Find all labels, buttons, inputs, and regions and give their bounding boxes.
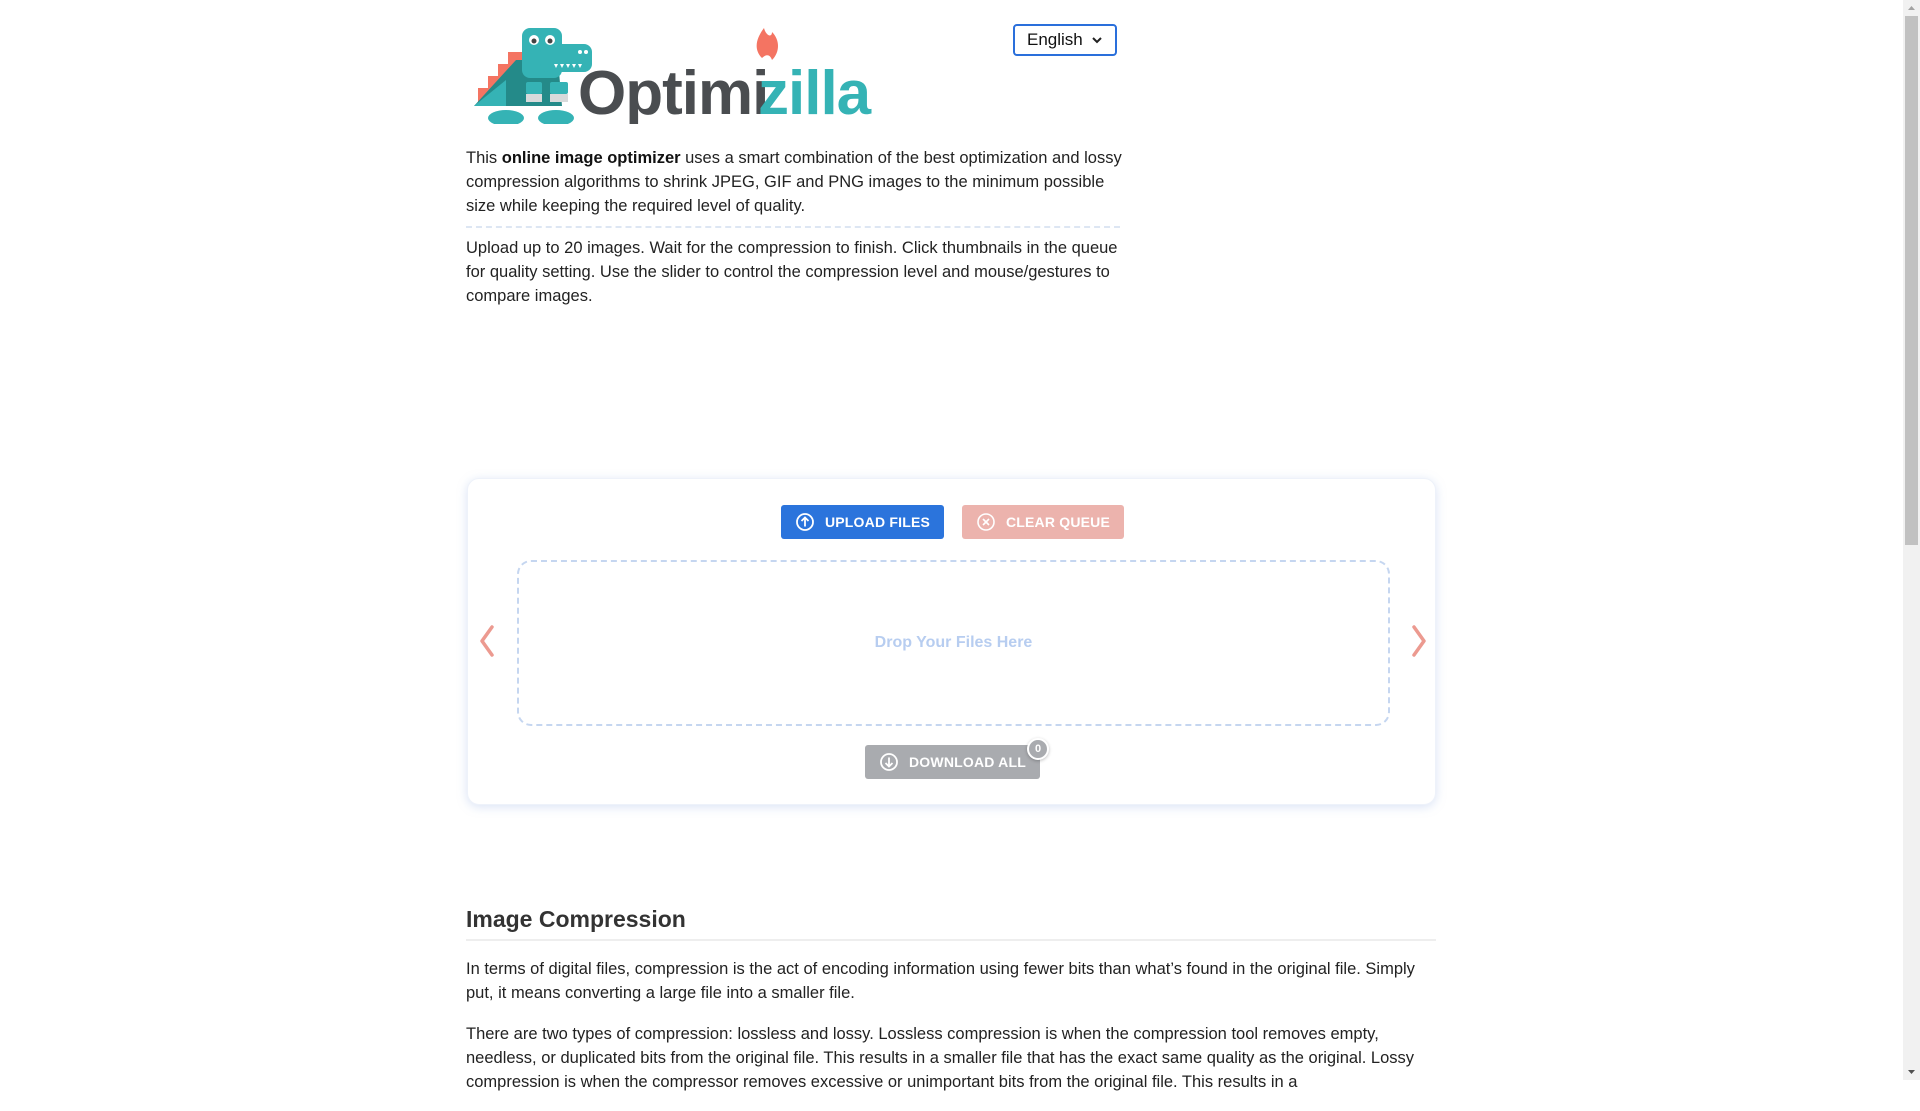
scroll-down-arrow-icon[interactable] bbox=[1903, 1064, 1920, 1080]
chevron-right-icon[interactable] bbox=[1409, 621, 1429, 661]
intro-divider bbox=[466, 226, 1120, 228]
instructions-text: Upload up to 20 images. Wait for the compression to finish. Click thumbnails in the queue for quality setting. Use the slider to control the compression level and mouse/gestures to compare images. bbox=[466, 239, 1118, 305]
section-divider bbox=[466, 939, 1436, 941]
optimizilla-logo[interactable] bbox=[466, 22, 890, 124]
section-paragraph: In terms of digital files, compression is the act of encoding information using fewer bits than what’s found in the original file. Simply put, it means converting a large file into a smaller file. bbox=[466, 960, 1415, 1002]
arrow-down-circle-icon bbox=[879, 752, 899, 772]
clear-queue-label: CLEAR QUEUE bbox=[1005, 514, 1111, 530]
upload-files-label: UPLOAD FILES bbox=[824, 514, 931, 530]
dinosaur-mascot-icon bbox=[466, 22, 890, 124]
arrow-up-circle-icon bbox=[795, 512, 815, 532]
intro-text: This bbox=[466, 149, 502, 167]
section-heading: Image Compression bbox=[466, 906, 686, 932]
download-all-button[interactable] bbox=[865, 745, 1040, 779]
download-count-badge: 0 bbox=[1027, 738, 1049, 760]
language-select[interactable] bbox=[1013, 24, 1117, 56]
scroll-up-arrow-icon[interactable] bbox=[1903, 0, 1920, 16]
file-drop-zone[interactable] bbox=[517, 560, 1390, 726]
svg-text:zilla: zilla bbox=[758, 59, 871, 124]
intro-description bbox=[466, 146, 1126, 218]
svg-text:Optimi: Optimi bbox=[578, 59, 769, 124]
section-body bbox=[466, 957, 1438, 1111]
section-paragraph: There are two types of compression: lossless and lossy. Lossless compression is when the compression tool removes empty, needless, or duplicated bits from the original file. This results in a smaller file that has the exact same quality as the original. Lossy compression is when the compressor removes excessive or unimportant bits from the original file. This results in a bbox=[466, 1025, 1415, 1091]
drop-zone-text: Drop Your Files Here bbox=[874, 634, 1033, 651]
uploader-card bbox=[467, 478, 1436, 805]
chevron-down-icon bbox=[1091, 35, 1103, 45]
intro-text: uses a smart combination of the best optimization and lossy compression algorithms to shrink JPEG, GIF and PNG images to the minimum possible size while keeping the required level of quality. bbox=[466, 149, 1122, 215]
chevron-left-icon[interactable] bbox=[477, 621, 497, 661]
upload-files-button[interactable] bbox=[781, 505, 944, 539]
language-select-value: English bbox=[1027, 30, 1083, 49]
scrollbar-thumb[interactable] bbox=[1905, 16, 1918, 545]
x-circle-icon bbox=[976, 512, 996, 532]
clear-queue-button[interactable] bbox=[962, 505, 1124, 539]
intro-bold-keyword: online image optimizer bbox=[501, 149, 681, 167]
download-all-label: DOWNLOAD ALL bbox=[909, 754, 1026, 770]
vertical-scrollbar[interactable] bbox=[1903, 0, 1920, 1080]
